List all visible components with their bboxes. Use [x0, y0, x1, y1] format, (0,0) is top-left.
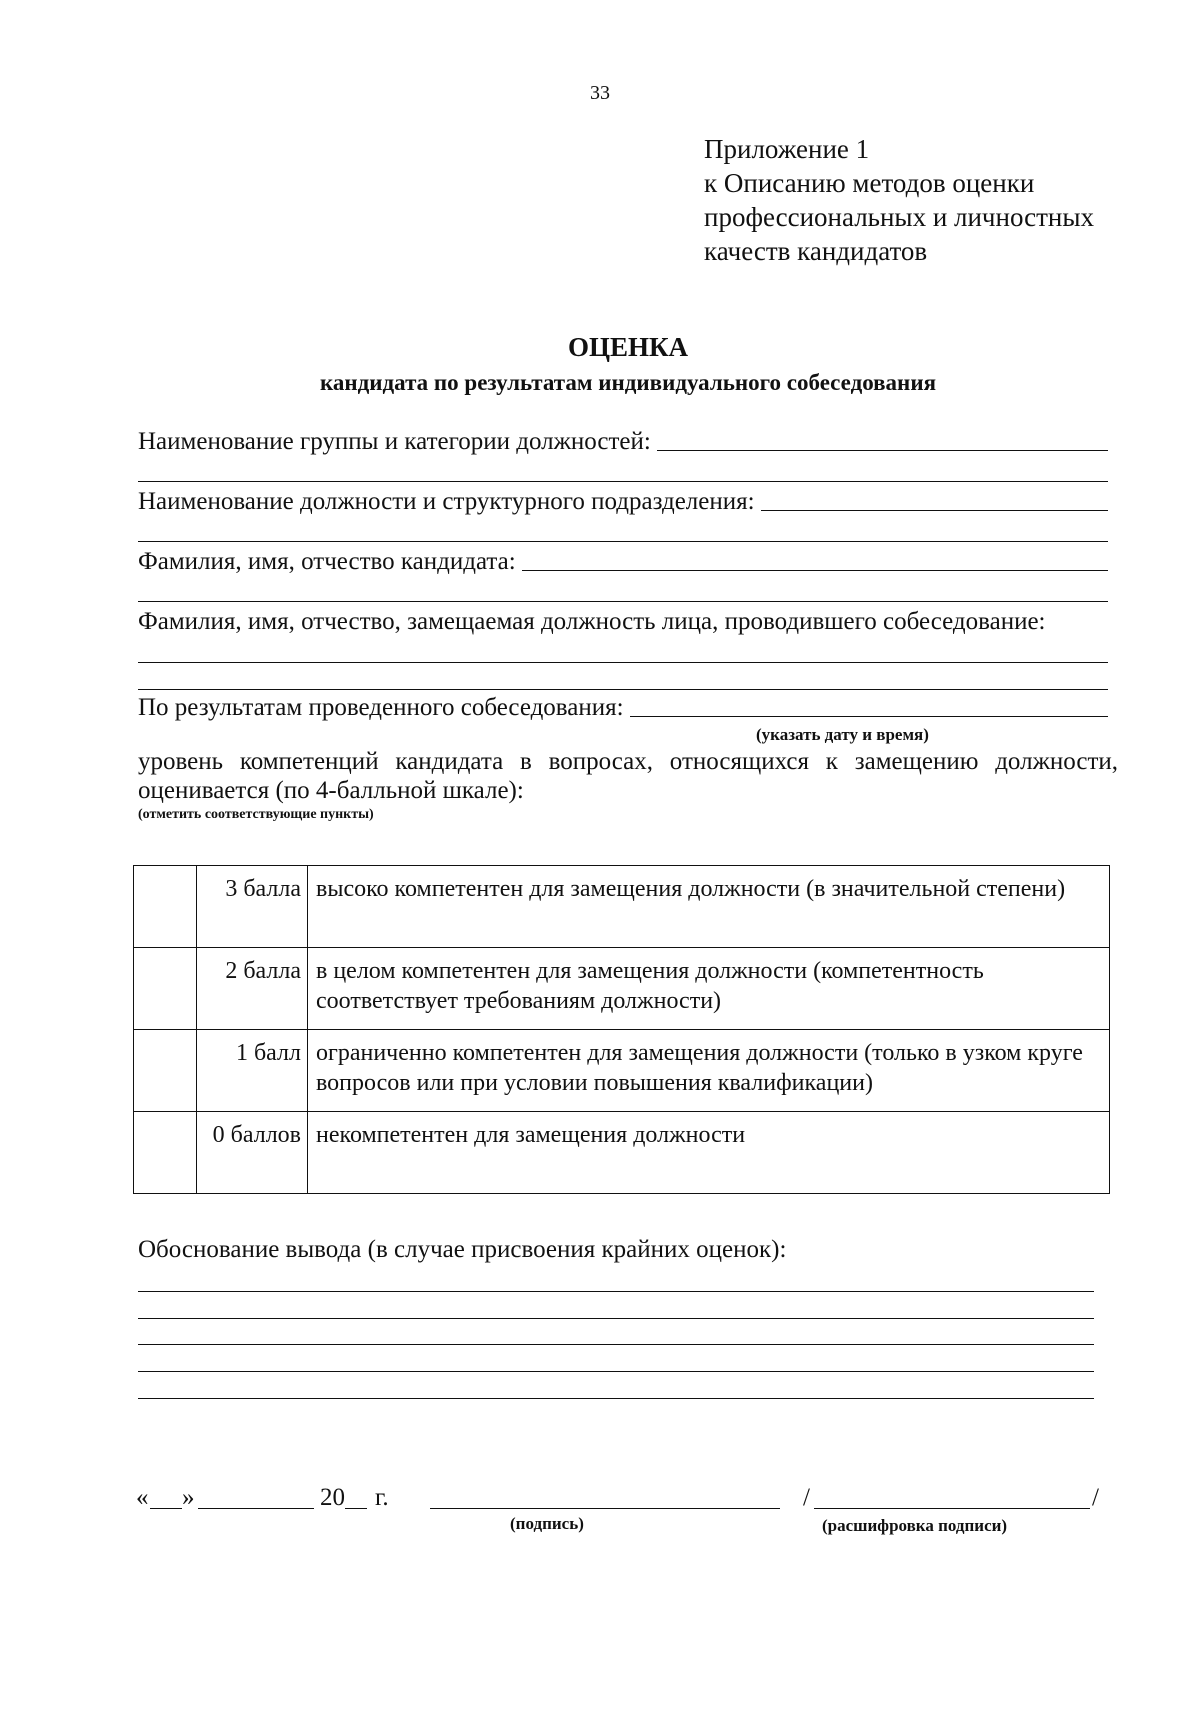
- signature-caption: (подпись): [510, 1514, 584, 1533]
- table-row: [134, 866, 1110, 948]
- interviewer-field-line-2[interactable]: [138, 689, 1108, 690]
- description-cell: некомпетентен для замещения должности: [308, 1112, 1110, 1194]
- interviewer-field: [138, 608, 1108, 636]
- mark-cell[interactable]: [134, 1112, 197, 1194]
- date-year-prefix: 20: [320, 1484, 345, 1511]
- results-field-label: По результатам проведенного собеседования:: [138, 694, 624, 721]
- justification-line-2[interactable]: [138, 1318, 1094, 1319]
- group-field: [138, 428, 1108, 456]
- appendix-line-1: Приложение 1: [704, 134, 870, 164]
- date-day-close-quote: »: [182, 1484, 195, 1511]
- score-cell: 3 балла: [197, 866, 308, 948]
- document-subtitle: кандидата по результатам индивидуального собеседования: [319, 370, 937, 395]
- appendix-note: [704, 132, 1094, 268]
- description-cell: высоко компетентен для замещения должности (в значительной степени): [308, 866, 1110, 948]
- justification-line-3[interactable]: [138, 1344, 1094, 1345]
- mark-cell[interactable]: [134, 866, 197, 948]
- group-field-line-2[interactable]: [138, 481, 1108, 482]
- description-cell: ограниченно компетентен для замещения должности (только в узком круге вопросов или при условии повышения квалификации): [308, 1030, 1110, 1112]
- candidate-field-label: Фамилия, имя, отчество кандидата:: [138, 548, 516, 575]
- decoding-line[interactable]: [814, 1508, 1090, 1509]
- date-day-line[interactable]: [150, 1508, 182, 1509]
- justification-line-1[interactable]: [138, 1291, 1094, 1292]
- competency-level-text: уровень компетенций кандидата в вопросах, относящихся к замещению должности,: [138, 748, 1118, 775]
- competency-scale-text: оценивается (по 4-балльной шкале):: [138, 777, 524, 804]
- score-scale-table: [133, 865, 1110, 1194]
- group-field-line[interactable]: [657, 450, 1108, 451]
- mark-cell[interactable]: [134, 1030, 197, 1112]
- date-year-suffix: г.: [375, 1484, 389, 1511]
- justification-line-4[interactable]: [138, 1371, 1094, 1372]
- mark-cell[interactable]: [134, 948, 197, 1030]
- date-month-line[interactable]: [198, 1508, 314, 1509]
- score-cell: 1 балл: [197, 1030, 308, 1112]
- page-number: 33: [590, 82, 610, 104]
- group-field-label: Наименование группы и категории должностей:: [138, 428, 651, 455]
- date-year-line[interactable]: [345, 1508, 367, 1509]
- mark-hint: (отметить соответствующие пункты): [138, 807, 374, 822]
- decoding-open-slash: /: [803, 1484, 810, 1511]
- score-cell: 2 балла: [197, 948, 308, 1030]
- candidate-field-line[interactable]: [522, 570, 1108, 571]
- results-field: [138, 694, 1108, 722]
- position-field-label: Наименование должности и структурного подразделения:: [138, 488, 755, 515]
- results-field-line[interactable]: [630, 716, 1108, 717]
- description-cell: в целом компетентен для замещения должности (компетентность соответствует требованиям должности): [308, 948, 1110, 1030]
- interviewer-field-line-1[interactable]: [138, 662, 1108, 663]
- appendix-line-4: качеств кандидатов: [704, 236, 928, 266]
- score-cell: 0 баллов: [197, 1112, 308, 1194]
- justification-line-5[interactable]: [138, 1398, 1094, 1399]
- document-title: ОЦЕНКА: [567, 332, 689, 362]
- position-field-line-2[interactable]: [138, 541, 1108, 542]
- justification-label: Обоснование вывода (в случае присвоения крайних оценок):: [138, 1236, 787, 1263]
- candidate-field: [138, 548, 1108, 576]
- table-row: [134, 1030, 1110, 1112]
- appendix-line-2: к Описанию методов оценки: [704, 168, 1035, 198]
- position-field-line[interactable]: [761, 510, 1108, 511]
- interviewer-field-label: Фамилия, имя, отчество, замещаемая должность лица, проводившего собеседование:: [138, 608, 1046, 635]
- appendix-line-3: профессиональных и личностных: [704, 202, 1095, 232]
- table-row: [134, 1112, 1110, 1194]
- table-row: [134, 948, 1110, 1030]
- signature-line[interactable]: [430, 1508, 780, 1509]
- position-field: [138, 488, 1108, 516]
- decoding-close-slash: /: [1092, 1484, 1099, 1511]
- decoding-caption: (расшифровка подписи): [822, 1516, 1008, 1535]
- results-hint: (указать дату и время): [756, 725, 929, 744]
- date-day-open-quote: «: [136, 1484, 149, 1511]
- candidate-field-line-2[interactable]: [138, 601, 1108, 602]
